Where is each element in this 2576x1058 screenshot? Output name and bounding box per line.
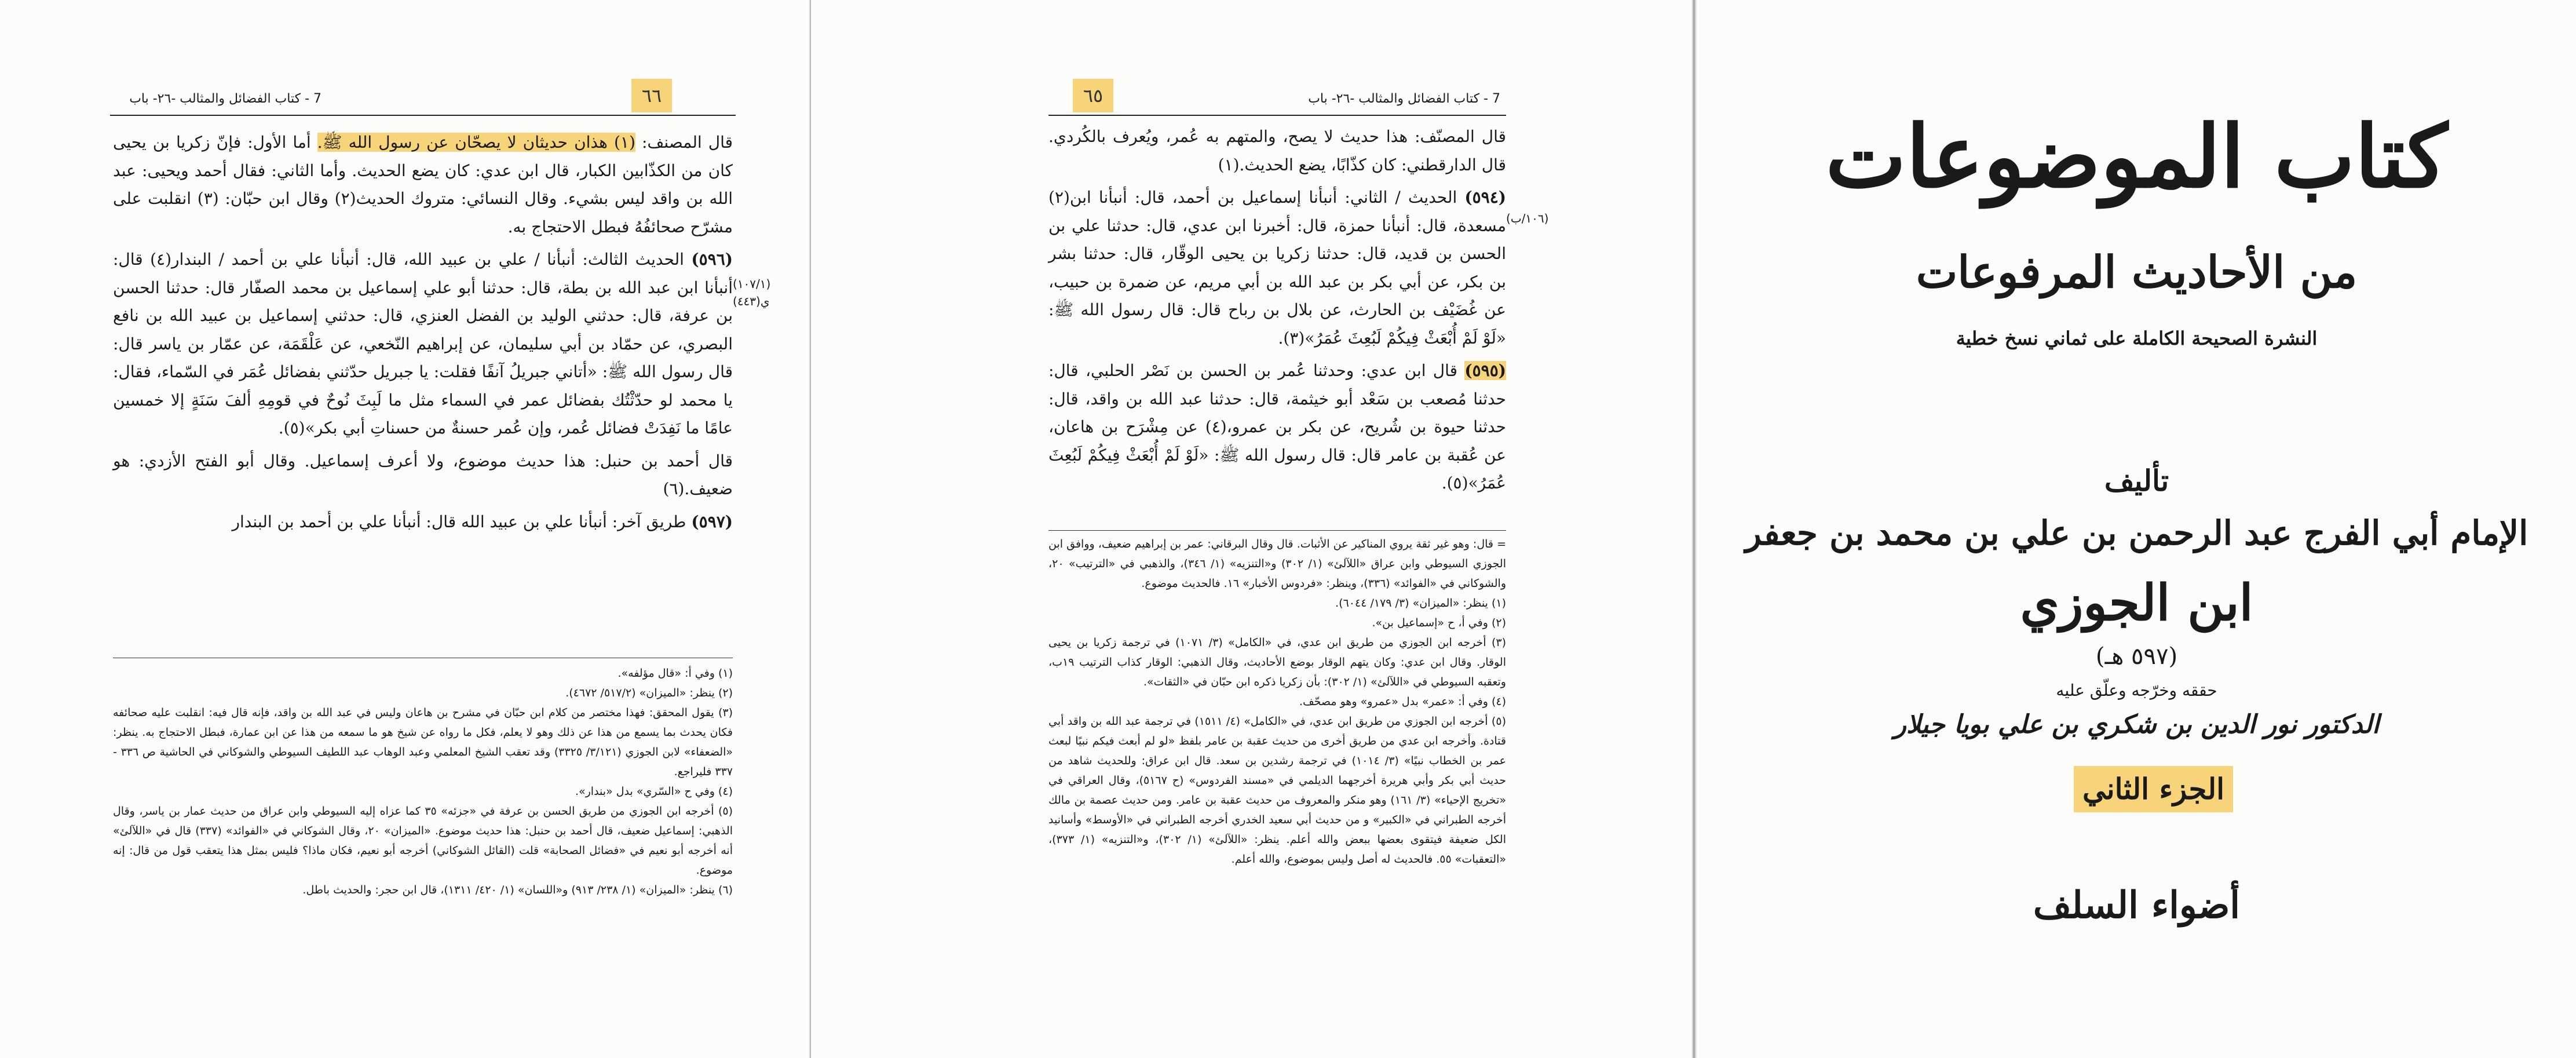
running-header: 7 - كتاب الفضائل والمثالب -٢٦- باب [129, 92, 321, 106]
margin-note: (١٠٧/١) [733, 277, 771, 291]
title-page [1697, 0, 2576, 1058]
paragraph [1048, 123, 1506, 179]
text-span: أما الأول: فإنّ زكريا بن يحيى كان من الكذّابين الكبار، قال ابن عدي: كان يضع الحديث. وأما الثاني: فقال أحمد ويحيى: عبد الله بن واقد ليس بشيء. وقال النسائي: متروك الحديث(٢) وقال ابن حبّان: (٣) انقلبت على مشرّح صحائفُهُ فبطل الاحتجاج به. [113, 133, 733, 236]
footnote: (١) وفي أ: «قال مؤلفه». [617, 667, 733, 680]
hadith-paragraph [113, 246, 733, 443]
paragraph [113, 129, 733, 241]
paragraph [113, 447, 733, 504]
main-text [1048, 123, 1506, 502]
header-rule [1048, 115, 1506, 116]
footnote: (٤) وفي ح «السّري» بدل «بندار». [575, 785, 733, 798]
footnote: (٤) وفي أ: «عمر» بدل «عمرو» وهو مصحّف. [1299, 695, 1506, 708]
volume-label: الجزء الثاني [2074, 766, 2233, 812]
page-number: ٦٦ [631, 79, 672, 112]
page-fold [1691, 0, 1697, 1058]
death-year: (٥٩٧ هـ) [2095, 643, 2178, 670]
margin-note: ي(٤٤٣) [733, 294, 770, 308]
footnote: (٥) أخرجه ابن الجوزي من طريق ابن عدي، في «الكامل» (٤/ ١٥١١) في ترجمة عبد الله بن واقد أبي قتادة. وأخرجه ابن عدي من طريق أخرى من حديث عقبة بن عامر بلفظ «لو لم أبعث فيكم نبيًا لبعث عمر بن الخطاب نبيًا» (٣/ ١٠١٤) في ترجمة رشدين بن سعد. قال ابن عراق: وللحديث شاهد من حديث أبي بكر وأبي هريرة أخرجهما الديلمي في «مسند الفردوس» (ح ٥١٦٧)، وقال العراقي في «تخريج الإحياء» (٣/ ١٦١) وهو منكر والمعروف من حديث عقبة بن عامر. ومن حديث عصمة بن مالك أخرجه الطبراني في «الكبير» و من حديث أبي سعيد الخدري أخرجه الطبراني في «الأوسط» وأسانيد الكل ضعيفة فيتقوى بعضها ببعض والله أعلم. ينظر: «اللآلئ» (١/ ٣٠٢)، و«التنزيه» (١/ ٣٧٣)، «التعقبات» ٥٥. فالحديث له أصل وليس بموضوع، والله أعلم. [1048, 715, 1506, 866]
footnote: (٥) أخرجه ابن الجوزي من طريق الحسن بن عرفة في «جزئه» ٣٥ كما عزاه إليه السيوطي وابن عراق من حديث عمار بن ياسر، وقال الذهبي: إسماعيل ضعيف، قال أحمد بن حنبل: هذا حديث موضوع. «الميزان» ٢٠، وقال الشوكاني في «الفوائد» (٣٣٧) قال في «اللآلئ» أنه أخرجه أبو نعيم في «فضائل الصحابة» قلت (القائل الشوكاني) أخرجه أبو نعيم، فكان ماذا؟ فليس بمثل هذا يتعقب قول من قال: إنه موضوع. [113, 805, 733, 877]
page-66 [0, 0, 811, 1058]
text-span: قال المصنّف: هذا حديث لا يصح، والمتهم به عُمر، ويُعرف بالكُردي. قال الدارقطني: كان كذّابًا، يضع الحديث.(١) [1048, 127, 1506, 174]
footnote: (١) ينظر: «الميزان» (٣/ ١٧٩/ ٦٠٤٤). [1335, 597, 1506, 610]
book-title: كتاب الموضوعات [1825, 106, 2448, 207]
highlighted-text: (١) هذان حديثان لا يصحّان عن رسول الله ﷺ. [317, 133, 635, 152]
footnote-rule [1048, 530, 1506, 531]
text-span: الحديث / الثاني: أنبأنا إسماعيل بن أحمد، قال: أنبأنا ابن(٢) مسعدة، قال: أنبأنا حمزة، قال: أخبرنا ابن عدي، قال: حدثنا علي بن الحسن بن قديد، قال: حدثنا زكريا بن يحيى الوقّار، قال: حدثنا بشر بن بكر، عن أبي بكر بن عبد الله بن أبي مريم، عن ضمرة بن حبيب، عن غُضَيْف بن الحارث، عن بلال بن رباح قال: قال رسول الله ﷺ: «لَوْ لَمْ أُبْعَثْ فِيكُمْ لَبُعِثَ عُمَرُ»(٣). [1048, 188, 1506, 348]
footnotes [113, 663, 733, 900]
book-subtitle: من الأحاديث المرفوعات [1916, 246, 2358, 298]
header-rule [110, 115, 736, 116]
hadith-number: (٥٩٧) [691, 512, 733, 531]
footnote: (٢) وفي أ، ح «إسماعيل بن». [1372, 616, 1506, 629]
author-name: الإمام أبي الفرج عبد الرحمن بن علي بن محمد بن جعفر [1745, 513, 2529, 553]
running-header: 7 - كتاب الفضائل والمثالب -٢٦- باب [1308, 92, 1500, 106]
footnote: (٦) ينظر: «الميزان» (١/ ٢٣٨/ ٩١٣) و«اللسان» (١/ ٤٢٠/ ١٣١١)، قال ابن حجر: والحديث باطل. [302, 884, 733, 896]
margin-note: (١٠٦/ب) [1506, 211, 1549, 225]
text-span: الحديث الثالث: أنبأنا / علي بن عبيد الله، قال: أنبأنا علي بن أحمد / البندار(٤) قال: أنبأنا ابن عبد الله بن بطة، قال: حدثنا أبو علي إسماعيل بن محمد الصفّار قال: حدثنا الحسن بن عرفة، قال: حدثني الوليد بن الفضل العنزي، قال: حدثني إسماعيل بن عبيد الله بن نافع البصري، عن حمّاد بن أبي سليمان، عن إبراهيم النّخعي، عن عَلْقَمَة، عن عمّار بن ياسر قال: قال رسول الله ﷺ: «أتاني جبريلُ آنفًا فقلت: يا جبريل حدّثني بفضائل عُمَر في السّماء، فقال: يا محمد لو حدّثْتُك بفضائل عمر في السماء مثل ما لَبِثَ نُوحٌ في قومِهِ ألفَ سَنَةٍ إلا خمسين عامًا ما نَفِدَتْ فضائل عُمر، وإن عُمر حسنةٌ من حسناتِ أبي بكر»(٥). [113, 250, 733, 437]
hadith-number: (٥٩٦) [691, 250, 733, 269]
publisher-name: أضواء السلف [2033, 884, 2241, 927]
hadith-paragraph [1048, 184, 1506, 352]
footnote: (٣) أخرجه ابن الجوزي من طريق ابن عدي، في «الكامل» (٣/ ١٠٧١) في ترجمة زكريا بن يحيى الوقار. وقال ابن عدي: وكان يتهم الوقار بوضع الأحاديث، وقال الذهبي: الوقار كذاب الترتيب ١٩ب، وتعقبه السيوطي في «اللآلئ» (١/ ٣٠٢): بأن زكريا ذكره ابن حبّان في «الثقات». [1048, 636, 1506, 688]
footnotes [1048, 534, 1506, 869]
text-span: قال ابن عدي: وحدثنا عُمر بن الحسن بن نَصْر الحلبي، قال: حدثنا مُصعب بن سَعْد أبو خيثمة، قال: حدثنا عبد الله بن واقد، قال: حدثنا حيوة بن شُريح، عن بكر بن عمرو،(٤) عن مِشْرَح بن هاعان، عن عُقبة بن عامر قال: قال رسول الله ﷺ: «لَوْ لَمْ أُبْعَثْ فِيكُمْ لَبُعِثَ عُمَرُ»(٥). [1048, 361, 1506, 492]
footnote: = قال: وهو غير ثقة يروي المناكير عن الأثبات. قال وقال البرقاني: عمر بن إبراهيم ضعيف، ووافق ابن الجوزي السيوطي وابن عراق «اللآلئ» (١/ ٣٠٢) و«التنزيه» (١/ ٣٤٦)، والذهبي في «الترتيب» ٢٠، والشوكاني في «الفوائد» (٣٣٦)، وينظر: «فردوس الأخبار» ١٦. فالحديث موضوع. [1048, 538, 1506, 590]
footnote: (٢) ينظر: «الميزان» (٥١٧/٢/ ٤٦٧٢). [565, 687, 733, 699]
editor-label: حققه وخرّجه وعلّق عليه [2056, 681, 2217, 700]
hadith-number-highlighted: (٥٩٥) [1464, 361, 1506, 380]
main-text [113, 129, 733, 541]
text-span: طريق آخر: أنبأنا علي بن عبيد الله قال: أنبأنا علي بن أحمد بن البندار [232, 512, 692, 531]
footnote: (٣) يقول المحقق: فهذا مختصر من كلام ابن حبّان في مشرح بن هاعان وليس في عبد الله بن واقد، فإنه قال فيه: انقلبت عليه صحائفه فكان يحدث بما يسمع من هذا عن ذلك وهو لا يعلم، فكل ما رواه عن شيخ هو ما سمعه من هذا عن ابن عمارة، فبطل الاحتجاج به. ينظر: «الضعفاء» لابن الجوزي (٣/١٢١/ ٣٣٢٥) وقد تعقب الشيخ المعلمي وعبد الوهاب عبد اللطيف السيوطي والشوكاني في الحاشية ص ٣٣٦ - ٣٣٧ فليراجع. [113, 706, 733, 778]
hadith-paragraph [113, 508, 733, 537]
hadith-paragraph [1048, 357, 1506, 498]
page-number: ٦٥ [1073, 79, 1113, 112]
page-65 [811, 0, 1697, 1058]
text-span: قال المصنف: [635, 133, 733, 152]
text-span: قال أحمد بن حنبل: هذا حديث موضوع، ولا أعرف إسماعيل. وقال أبو الفتح الأزدي: هو ضعيف.(٦) [113, 451, 733, 498]
hadith-number: (٥٩٤) [1464, 188, 1506, 207]
author-label: تأليف [2104, 464, 2169, 498]
edition-note: النشرة الصحيحة الكاملة على ثماني نسخ خطية [1956, 327, 2318, 349]
author-nickname: ابن الجوزي [2020, 574, 2253, 632]
editor-name: الدكتور نور الدين بن شكري بن علي بويا جيلار [1894, 710, 2380, 739]
